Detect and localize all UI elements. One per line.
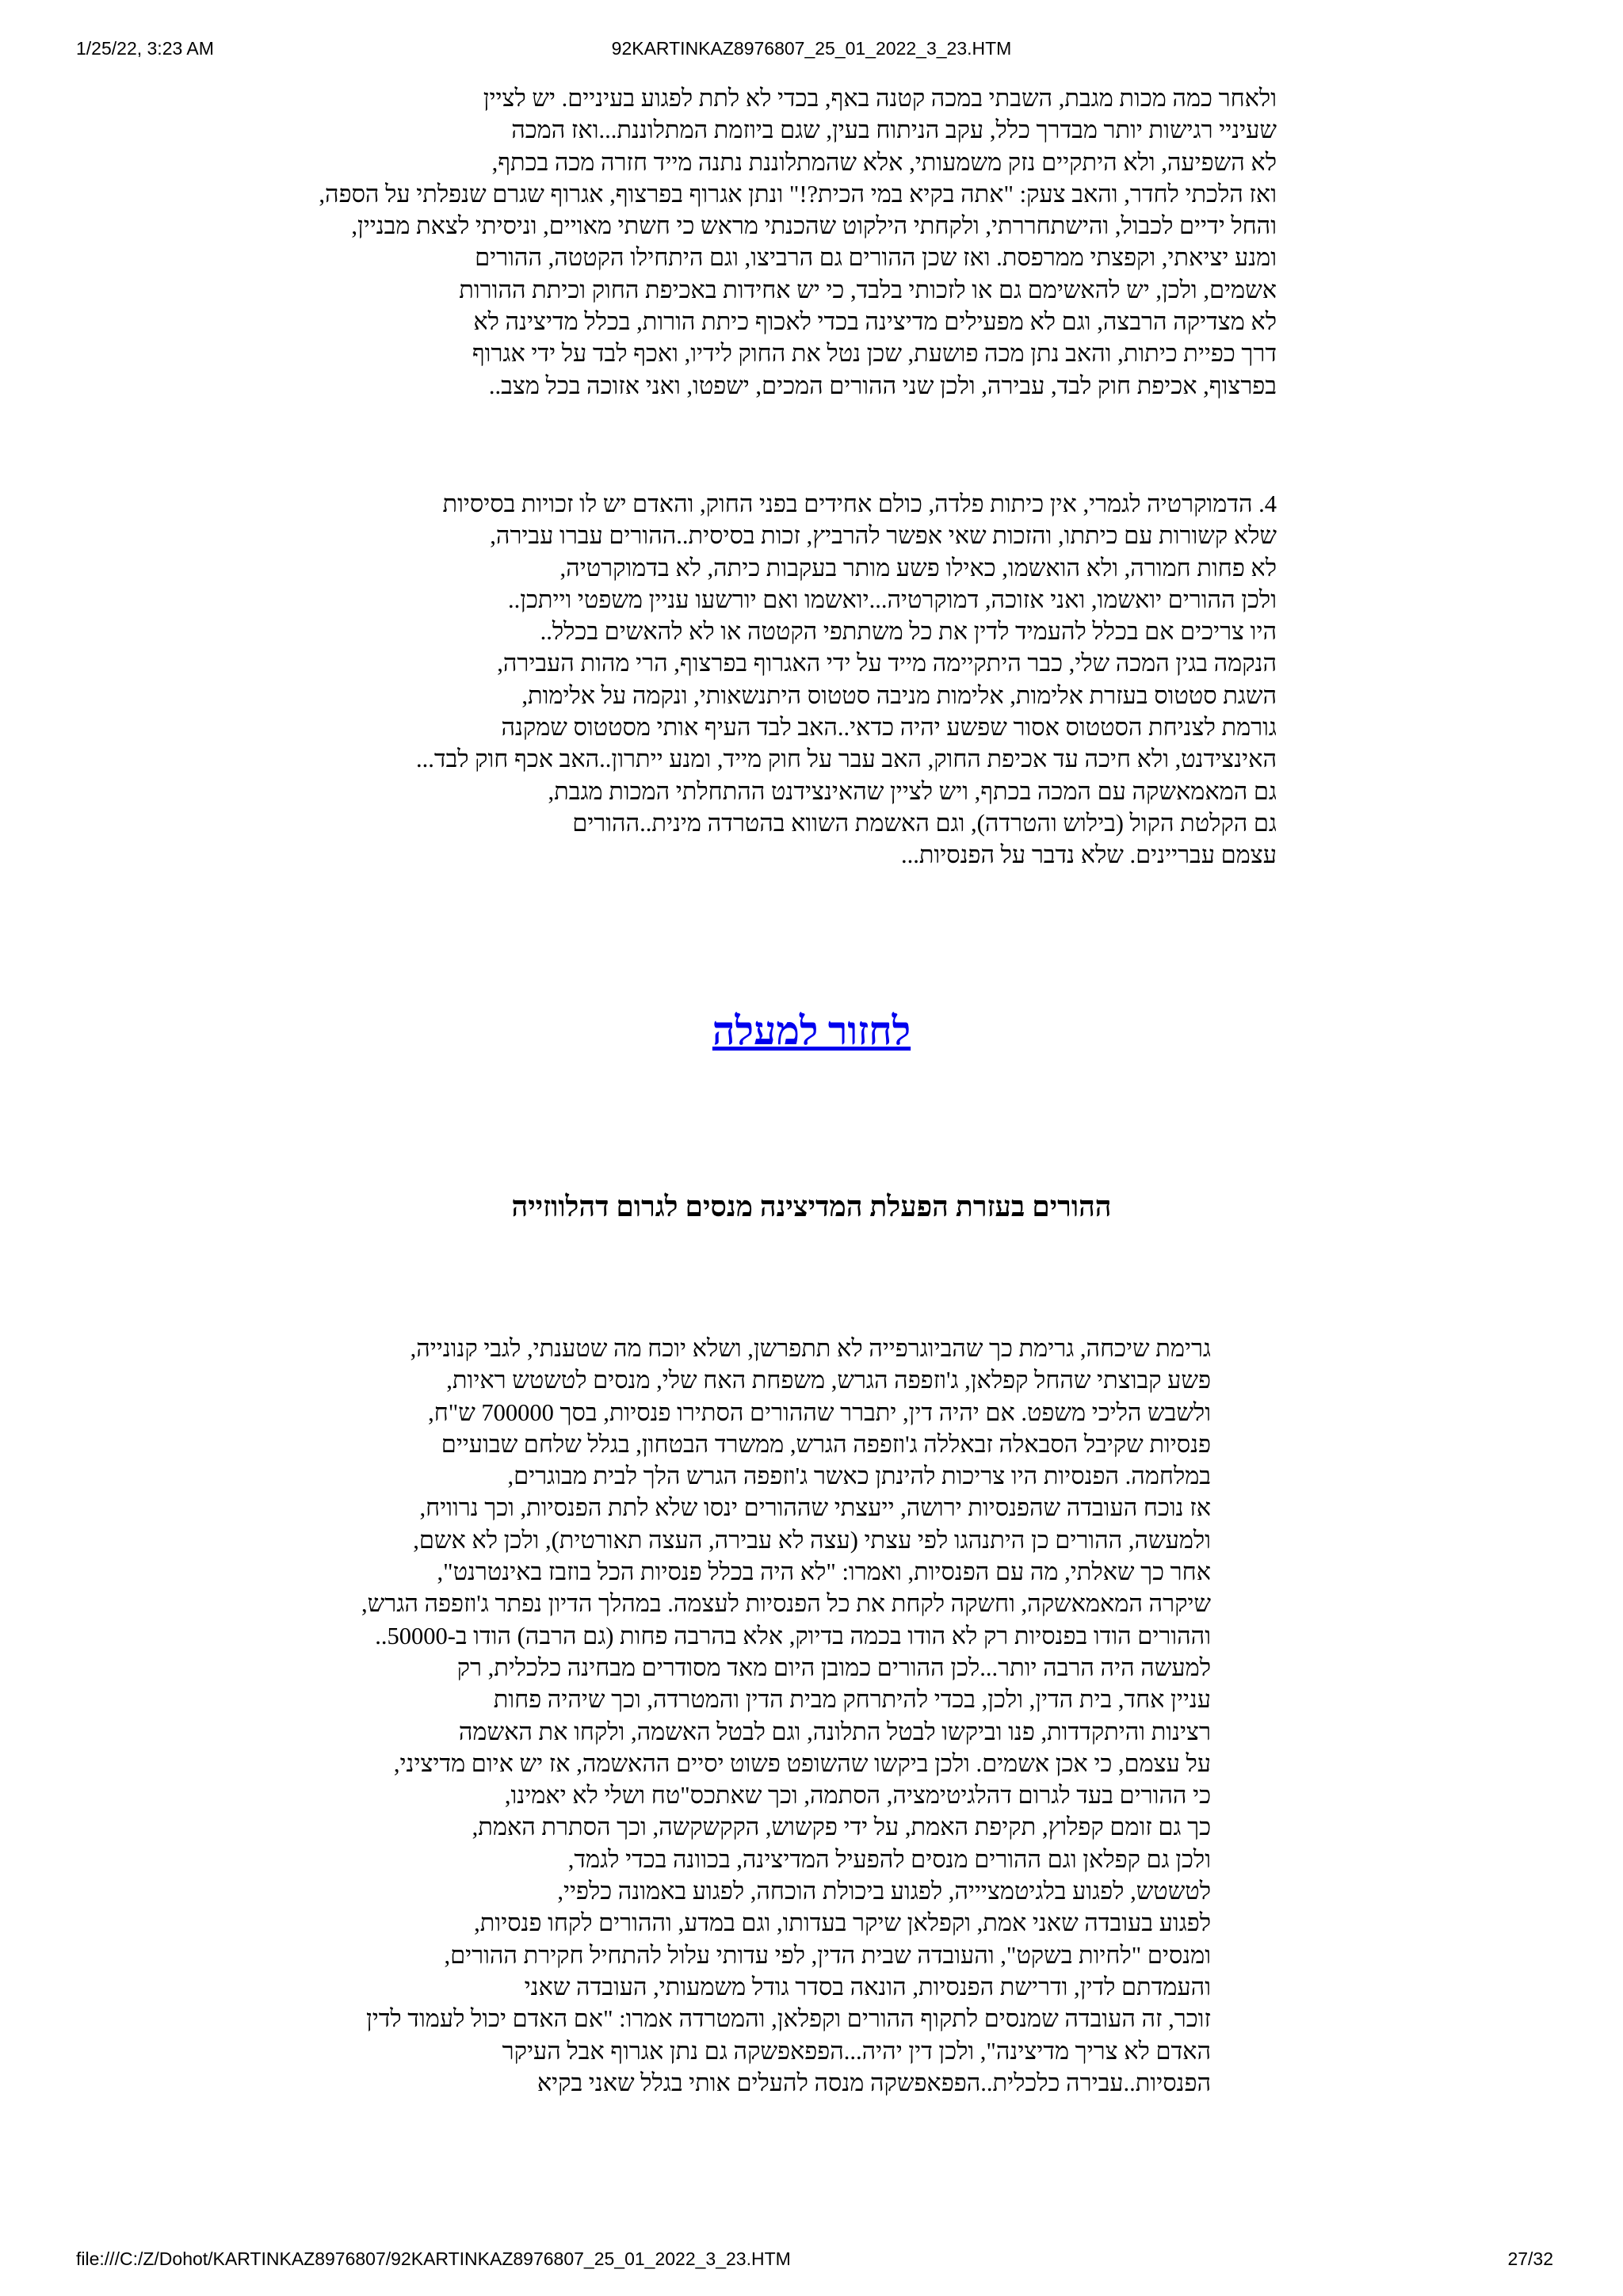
text-line: אשמים, ולכן, יש להאשימם גם או לזכותי בלבד, כי יש אחידות באכיפת החוק וכיתת ההורות (459, 276, 1277, 303)
print-file-path: file:///C:/Z/Dohot/KARTINKAZ8976807/92KARTINKAZ8976807_25_01_2022_3_23.HTM (76, 2248, 791, 2269)
text-line: עניין אחד, בית הדין, ולכן, בכדי להיתרחק מבית הדין והמטרדה, וכך שיהיה פחות (493, 1686, 1211, 1714)
text-line: פשע קבוצתי שהחל קפלאן, ג'וזפפה הגרש, משפחת האח שלי, מנסים לטשטש ראיות, (446, 1367, 1211, 1394)
text-line: ומנע יציאתי, וקפצתי ממרפסת. ואז שכן ההורים גם הרביצו, וגם היתחילו הקטטה, ההורים (475, 244, 1277, 272)
text-line: לטשטש, לפגוע בלגיטמציייה, לפגוע ביכולת הוכחה, לפגוע באמונה כלפיי, (557, 1878, 1211, 1905)
text-line: רצינות והיתקדדות, פנו וביקשו לבטל התלונה, וגם לבטל האשמה, ולקחו את האשמה (458, 1718, 1211, 1745)
text-line: שלא קשורות עם כיתתו, והזכות שאי אפשר להרביץ, זכות בסיסית..ההורים עברו עבירה, (490, 522, 1277, 550)
text-line: האדם לא צריך מדיצינה", ולכן דין יהיה...הפפאפשקה גם נתן אגרוף אבל העיקר (502, 2037, 1211, 2065)
text-line: גרימת שיכחה, גרימת כך שהביוגרפייה לא תתפרשן, ושלא יוכח מה שטענתי, לגבי קנונייה, (410, 1335, 1211, 1362)
text-line: האינצידנט, ולא חיכה עד אכיפת החוק, האב עבר על חוק מייד, ומנע ייתרון..האב אכף חוק לבד... (416, 746, 1277, 773)
text-line: כי ההורים בעד לגרום דהלגיטימציה, הסתמה, וכך שאתכס"טח ושלי לא יאמינו, (504, 1782, 1211, 1810)
text-line: והחל ידיים לכבול, והישתחררתי, ולקחתי הילקוט שהכנתי מראש כי חשתי מאויים, וניסיתי לצאת מבניין, (351, 212, 1277, 240)
paragraph-2 (416, 488, 1277, 871)
text-line: זוכר, זה העובדה שמנסים לתקוף ההורים וקפלאן, והמטרדה אמרו: "אם האדם יכול לעמוד לדין (365, 2005, 1211, 2033)
print-footer (0, 2248, 1623, 2272)
text-line: ומנסים "לחיות בשקט", והעובדה שבית הדין, לפי עדותי עלול להתחיל חקירת ההורים, (444, 1941, 1211, 1969)
text-line: ולכן ההורים יואשמו, ואני אזוכה, דמוקרטיה...יואשמו ואם יורשעו עניין משפטי וייתכן.. (507, 585, 1277, 613)
text-line: וההורים הודו בפנסיות רק לא הודו בכמה בדיוק, אלא בהרבה פחות (גם הרבה) הודו ב-50000.. (375, 1622, 1211, 1650)
text-line: הנקמה בגין המכה שלי, כבר היתקיימה מייד על ידי האגרוף בפרצוף, הרי מהות העבירה, (497, 650, 1277, 677)
text-line: שיקרה המאמאשקה, וחשקה לקחת את כל הפנסיות לעצמה. במהלך הדיון נפתר ג'וזפפה הגרש, (361, 1590, 1211, 1618)
text-line: אז נוכח העובדה שהפנסיות ירושה, ייעצתי שההורים ינסו שלא לתת הפנסיות, וכך נרוויח, (419, 1494, 1211, 1522)
text-line: הפנסיות..עבירה כלכלית..הפפאפשקה מנסה להעלים אותי בגלל שאני בקיא (537, 2069, 1211, 2096)
text-line: במלחמה. הפנסיות היו צריכות להינתן כאשר ג'וזפפה הגרש הלך לבית מבוגרים, (507, 1463, 1211, 1490)
text-line: לא פחות חמורה, ולא הואשמו, כאילו פשע מותר בעקבות כיתה, לא בדמוקרטיה, (559, 554, 1277, 582)
text-line: לא השפיעה, ולא היתקיים נזק משמעותי, אלא שהמתלוננת נתנה מייד חזרה מכה בכתף, (491, 148, 1277, 176)
section-heading: ההורים בעזרת הפעלת המדיצינה מנסים לגרום דהלווזייה (511, 1191, 1112, 1222)
text-line: בפרצוף, אכיפת חוק לבד, עבירה, ולכן שני ההורים המכים, ישפטו, ואני אזוכה בכל מצב.. (488, 372, 1277, 399)
paragraph-1 (319, 82, 1277, 402)
text-line: עצמם עבריינים. שלא נדבר על הפנסיות... (900, 841, 1277, 869)
print-datetime: 1/25/22, 3:23 AM (76, 38, 214, 59)
text-line: 4. הדמוקרטיה לגמרי, אין כיתות פלדה, כולם אחידים בפני החוק, והאדם יש לו זכויות בסיסיות (442, 490, 1277, 517)
text-line: לא מצדיקה הרבצה, וגם לא מפעילים מדיצינה בכדי לאכוף כיתת הורות, בכלל מדיצינה לא (473, 308, 1277, 336)
text-line: והעמדתם לדין, ודרישת הפנסיות, הונאה בסדר גודל משמעותי, העובדה שאני (524, 1973, 1211, 2000)
print-header (0, 38, 1623, 62)
text-line: למעשה היה הרבה יותר...לכן ההורים כמובן היום מאד מסודרים מבחינה כלכלית, רק (456, 1653, 1211, 1681)
text-line: דרך כפיית כיתות, והאב נתן מכה פושעת, שכן נטל את החוק לידיו, ואכף לבד על ידי אגרוף (472, 340, 1277, 368)
text-line: לפגוע בעובדה שאני אמת, וקפלאן שיקר בעדותו, וגם במדע, וההורים לקחו פנסיות, (474, 1909, 1211, 1937)
text-line: היו צריכים אם בכלל להעמיד לדין את כל משתתפי הקטטה או לא להאשים בכלל.. (540, 618, 1277, 646)
text-line: ולאחר כמה מכות מגבת, השבתי במכה קטנה באף, בכדי לא לתת לפגוע בעיניים. יש לציין (483, 85, 1277, 112)
text-line: גם המאמאשקה עם המכה בכתף, ויש לציין שהאינצידנט ההתחלתי המכות מגבת, (548, 777, 1277, 805)
text-line: על עצמם, כי אכן אשמים. ולכן ביקשו שהשופט פשוט יסיים ההאשמה, אז יש איום מדיציני, (393, 1749, 1211, 1777)
text-line: גם הקלטת הקול (בילוש והטרדה), וגם האשמת השווא בהטרדה מינית..ההורים (572, 809, 1277, 837)
text-line: ולמעשה, ההורים כן היתנהגו לפי עצתי (עצה לא עבירה, העצה תאורטית), ולכן לא אשם, (413, 1526, 1211, 1554)
text-line: השגת סטטוס בעזרת אלימות, אלימות מניבה סטטוס היתנשאותי, ונקמה על אלימות, (521, 681, 1277, 709)
text-line: שעיניי רגישות יותר מבדרך כלל, עקב הניתוח בעין, שגם ביוזמת המתלוננת...ואז המכה (511, 116, 1277, 144)
text-line: גורמת לצניחת הסטטוס אסור שפשע יהיה כדאי..האב לבד העיף אותי מסטטוס שמקנה (501, 714, 1277, 742)
text-line: כך גם זומם קפלוץ, תקיפת האמת, על ידי פקשוש, הקקשקשה, וכך הסתרת האמת, (472, 1814, 1211, 1841)
text-line: ואז הלכתי לחדר, והאב צעק: "אתה בקיא במי הכית?!" ונתן אגרוף בפרצוף, אגרוף שגרם שנפלתי על הספה, (319, 180, 1277, 208)
back-to-top-link[interactable]: לחזור למעלה (712, 1009, 911, 1053)
text-line: אחר כך שאלתי, מה עם הפנסיות, ואמרו: "לא היה בכלל פנסיות הכל בוזבז באינטרנט", (437, 1558, 1211, 1586)
print-document-title: 92KARTINKAZ8976807_25_01_2022_3_23.HTM (611, 38, 1012, 59)
page-indicator: 27/32 (1507, 2248, 1553, 2269)
text-line: ולשבש הליכי משפט. אם יהיה דין, יתברר שההורים הסתירו פנסיות, בסך 700000 ש"ח, (428, 1398, 1211, 1426)
paragraph-3 (361, 1333, 1211, 2099)
text-line: פנסיות שקיבל הסבאלה זבאללה ג'וזפפה הגרש, ממשרד הבטחון, בגלל שלחם שבועיים (441, 1430, 1211, 1458)
text-line: ולכן גם קפלאן וגם ההורים מנסים להפעיל המדיצינה, בכוונה בכדי לגמד, (567, 1845, 1211, 1873)
